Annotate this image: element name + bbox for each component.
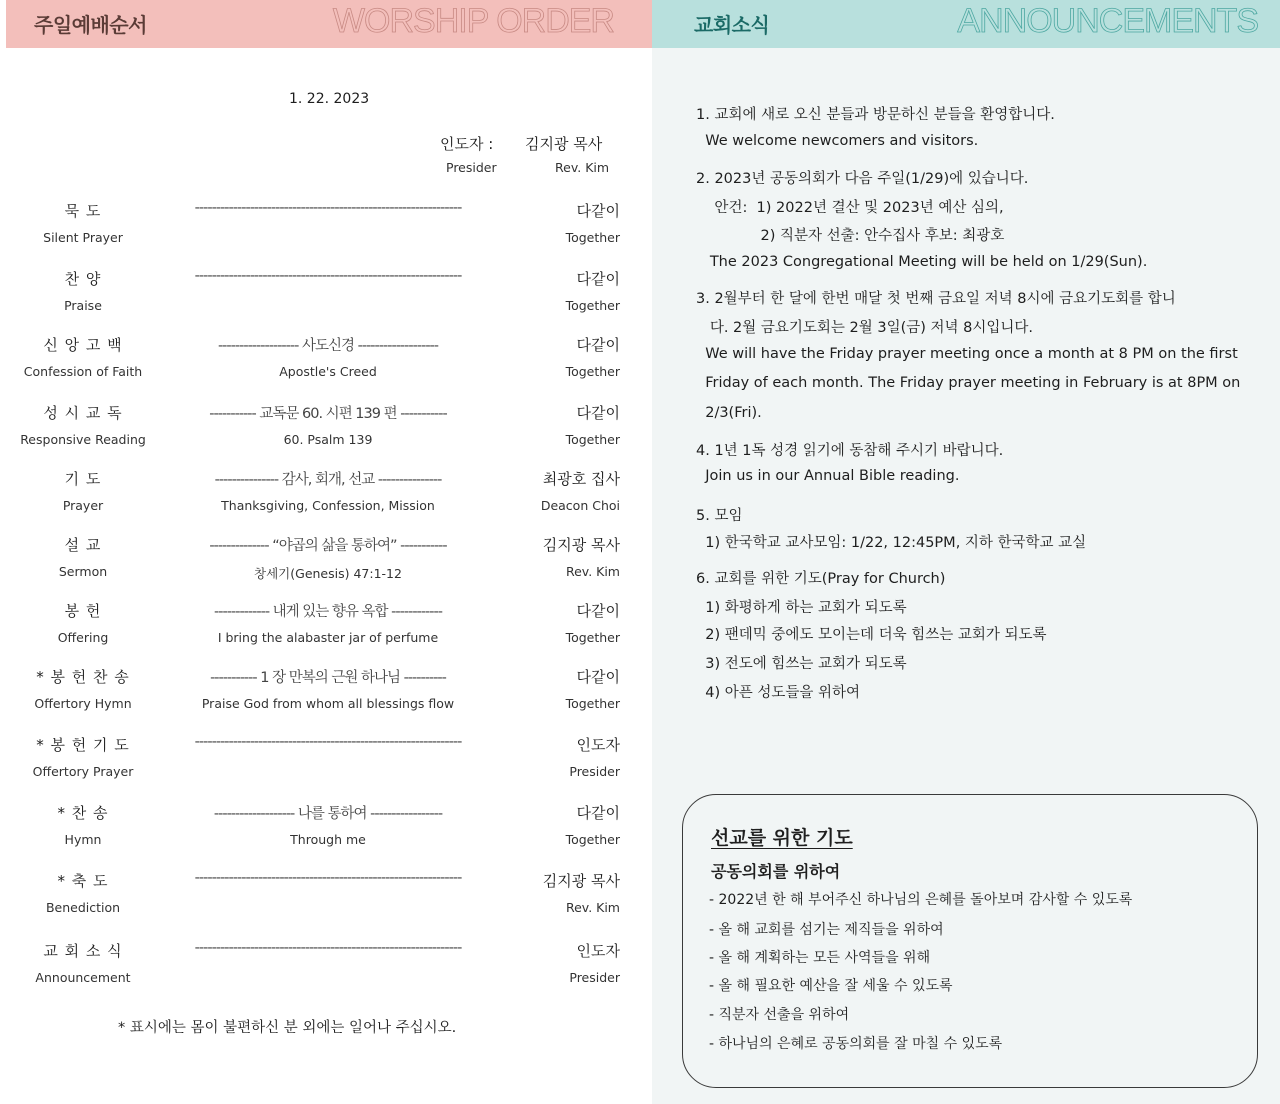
order-item-en: Offertory Prayer (32, 764, 134, 779)
order-item-leader-en: Together (565, 432, 620, 447)
order-item-leader-en: Together (565, 230, 620, 245)
order-item-content (160, 600, 496, 645)
order-item-label (20, 268, 146, 313)
mission-prayer-title: 선교를 위한 기도 (711, 827, 853, 849)
order-item-leader-ko: 인도자 (576, 942, 620, 960)
order-item-content (160, 802, 496, 847)
announcement-line: 3) 전도에 힘쓰는 교회가 되도록 (696, 656, 907, 672)
mission-prayer-subtitle: 공동의회를 위하여 (711, 862, 841, 881)
mission-prayer-item: - 2022년 한 해 부어주신 하나님의 은혜를 돌아보며 감사할 수 있도록 (709, 892, 1133, 908)
order-item-leader-en: Rev. Kim (565, 564, 620, 579)
announcement-line: Join us in our Annual Bible reading. (696, 468, 960, 484)
order-item-en: Sermon (58, 564, 108, 579)
service-date: 1. 22. 2023 (289, 91, 370, 107)
worship-order-header (6, 0, 652, 48)
order-item-ko: 교 회 소 식 (43, 942, 123, 960)
order-item-content-ko: --------------------------------------------------------------- (194, 200, 462, 216)
order-item-content (160, 734, 496, 759)
order-item-leader (510, 200, 620, 245)
announcements-page (652, 0, 1280, 1104)
order-item-ko: 신 앙 고 백 (43, 336, 123, 354)
order-item-content-en: Through me (290, 832, 366, 847)
order-item-content-en: 창세기(Genesis) 47:1-12 (254, 566, 402, 581)
order-item-leader-ko: 김지광 목사 (542, 872, 620, 890)
order-item-leader-en: Together (565, 696, 620, 711)
order-item-content (160, 268, 496, 293)
order-item-label (20, 534, 146, 579)
order-item-label (20, 802, 146, 847)
announcement-line: 안건: 1) 2022년 결산 및 2023년 예산 심의, (696, 200, 1004, 216)
announcement-line: 2) 팬데믹 중에도 모이는데 더욱 힘쓰는 교회가 되도록 (696, 627, 1047, 643)
order-item-content-ko: ----------- 교독문 60. 시편 139 편 ----------- (209, 406, 447, 422)
order-item-label (20, 666, 146, 711)
mission-prayer-item: - 직분자 선출을 위하여 (709, 1007, 850, 1023)
order-item-content (160, 870, 496, 895)
order-item-en: Prayer (62, 498, 104, 513)
order-item-leader-en: Together (565, 630, 620, 645)
announcement-line: 2) 직분자 선출: 안수집사 후보: 최광호 (696, 228, 1005, 244)
order-item-leader-ko: 다같이 (576, 202, 620, 220)
order-item-content-en: I bring the alabaster jar of perfume (217, 630, 439, 645)
order-item-en: Hymn (64, 832, 102, 847)
order-item-ko: * 봉 헌 기 도 (36, 736, 130, 754)
order-item-ko: * 축 도 (57, 872, 109, 890)
order-item-content (160, 200, 496, 225)
presider-name-en: Rev. Kim (555, 160, 610, 175)
order-item-leader-ko: 다같이 (576, 404, 620, 422)
presider-name-ko: 김지광 목사 (525, 135, 603, 153)
order-item-content (160, 402, 496, 447)
announcement-line: We welcome newcomers and visitors. (696, 133, 979, 149)
order-item-ko: * 봉 헌 찬 송 (36, 668, 130, 686)
order-item-ko: 성 시 교 독 (43, 404, 123, 422)
order-item-content-ko: --------------------------------------------------------------- (194, 870, 462, 886)
order-item-en: Offering (57, 630, 109, 645)
order-item-content (160, 468, 496, 513)
order-item-content-ko: ------------------- 나를 통하여 ----------------- (213, 806, 443, 822)
announcement-line: 1. 교회에 새로 오신 분들과 방문하신 분들을 환영합니다. (696, 107, 1055, 123)
order-item-label (20, 468, 146, 513)
order-item-label (20, 940, 146, 985)
order-item-content-en: 60. Psalm 139 (283, 432, 373, 447)
order-item-leader-en: Deacon Choi (540, 498, 620, 513)
announcement-line: The 2023 Congregational Meeting will be held on 1/29(Sun). (696, 254, 1148, 270)
order-item-leader-en: Rev. Kim (565, 900, 620, 915)
order-item-content (160, 940, 496, 965)
order-item-leader-ko: 다같이 (576, 804, 620, 822)
mission-prayer-item: - 하나님의 은혜로 공동의회를 잘 마칠 수 있도록 (709, 1036, 1003, 1052)
announcements-title-en: ANNOUNCEMENTS (957, 2, 1258, 40)
order-item-en: Benediction (45, 900, 121, 915)
worship-order-title-ko: 주일예배순서 (34, 13, 147, 37)
order-item-label (20, 734, 146, 779)
presider-label-ko: 인도자 : (440, 135, 494, 153)
order-item-en: Announcement (35, 970, 131, 985)
presider-label-en: Presider (446, 160, 497, 175)
announcement-line: 4) 아픈 성도들을 위하여 (696, 685, 860, 701)
order-item-leader (510, 600, 620, 645)
announcement-line: 다. 2월 금요기도회는 2월 3일(금) 저녁 8시입니다. (696, 320, 1034, 336)
order-item-content (160, 666, 496, 711)
order-item-leader-ko: 다같이 (576, 602, 620, 620)
order-item-leader-en: Together (565, 364, 620, 379)
order-item-leader-en: Together (565, 298, 620, 313)
order-item-leader (510, 870, 620, 915)
order-item-leader-ko: 다같이 (576, 336, 620, 354)
order-item-content-ko: --------------------------------------------------------------- (194, 268, 462, 284)
order-item-label (20, 334, 146, 379)
standing-note: * 표시에는 몸이 불편하신 분 외에는 일어나 주십시오. (118, 1020, 457, 1036)
order-item-leader-en: Together (565, 832, 620, 847)
order-item-content-ko: --------------- 감사, 회개, 선교 --------------- (214, 472, 442, 488)
order-item-label (20, 600, 146, 645)
order-item-leader (510, 802, 620, 847)
announcement-line: 4. 1년 1독 성경 읽기에 동참해 주시기 바랍니다. (696, 443, 1004, 459)
announcement-line: 3. 2월부터 한 달에 한번 매달 첫 번째 금요일 저녁 8시에 금요기도회를 합니 (696, 291, 1176, 307)
order-item-leader (510, 268, 620, 313)
order-item-content (160, 334, 496, 379)
order-item-leader (510, 334, 620, 379)
order-item-leader (510, 940, 620, 985)
order-item-ko: 기 도 (64, 470, 102, 488)
order-item-leader-ko: 다같이 (576, 270, 620, 288)
order-item-leader (510, 468, 620, 513)
announcements-header (652, 0, 1280, 48)
worship-order-title-en: WORSHIP ORDER (332, 2, 614, 40)
order-item-leader (510, 734, 620, 779)
order-item-label (20, 200, 146, 245)
order-item-en: Offertory Hymn (34, 696, 132, 711)
order-item-en: Confession of Faith (23, 364, 143, 379)
order-item-leader-en: Presider (569, 764, 620, 779)
order-item-leader (510, 402, 620, 447)
order-item-ko: 찬 양 (64, 270, 102, 288)
order-item-en: Praise (64, 298, 102, 313)
announcement-line: We will have the Friday prayer meeting once a month at 8 PM on the first (696, 346, 1238, 362)
order-item-leader-en: Presider (569, 970, 620, 985)
order-item-content-ko: ------------- 내게 있는 향유 옥합 ------------ (214, 604, 442, 620)
order-item-ko: * 찬 송 (57, 804, 109, 822)
announcement-line: Friday of each month. The Friday prayer meeting in February is at 8PM on (696, 375, 1241, 391)
announcement-line: 2. 2023년 공동의회가 다음 주일(1/29)에 있습니다. (696, 171, 1029, 187)
order-item-leader (510, 666, 620, 711)
order-item-content-en: Thanksgiving, Confession, Mission (221, 498, 435, 513)
order-item-ko: 봉 헌 (64, 602, 102, 620)
mission-prayer-item: - 올 해 교회를 섬기는 제직들을 위하여 (709, 922, 944, 938)
order-item-content-en: Praise God from whom all blessings flow (201, 696, 455, 711)
order-item-content-ko: --------------------------------------------------------------- (194, 734, 462, 750)
order-item-content-ko: ----------- 1 장 만복의 근원 하나님 ---------- (210, 670, 446, 686)
announcement-line: 2/3(Fri). (696, 405, 762, 421)
order-item-content-ko: -------------- “야곱의 삶을 통하여” ----------- (209, 538, 447, 554)
order-item-content-en: Apostle's Creed (279, 364, 377, 379)
order-item-ko: 묵 도 (64, 202, 102, 220)
mission-prayer-item: - 올 해 필요한 예산을 잘 세울 수 있도록 (709, 978, 953, 994)
order-item-en: Responsive Reading (20, 432, 146, 447)
order-item-leader-ko: 다같이 (576, 668, 620, 686)
announcement-line: 5. 모임 (696, 508, 743, 524)
announcement-line: 6. 교회를 위한 기도(Pray for Church) (696, 571, 946, 587)
order-item-content-ko: --------------------------------------------------------------- (194, 940, 462, 956)
announcement-line: 1) 화평하게 하는 교회가 되도록 (696, 600, 907, 616)
order-item-leader-ko: 김지광 목사 (542, 536, 620, 554)
mission-prayer-box (682, 794, 1258, 1088)
order-item-leader-ko: 인도자 (576, 736, 620, 754)
order-item-en: Silent Prayer (43, 230, 123, 245)
announcement-line: 1) 한국학교 교사모임: 1/22, 12:45PM, 지하 한국학교 교실 (696, 535, 1087, 551)
order-item-leader-ko: 최광호 집사 (542, 470, 620, 488)
order-item-label (20, 402, 146, 447)
announcements-title-ko: 교회소식 (694, 13, 770, 37)
order-item-content-ko: ------------------- 사도신경 ------------------- (217, 338, 439, 354)
order-item-content (160, 534, 496, 582)
order-item-ko: 설 교 (64, 536, 102, 554)
order-item-label (20, 870, 146, 915)
order-item-leader (510, 534, 620, 579)
mission-prayer-item: - 올 해 계획하는 모든 사역들을 위해 (709, 950, 931, 966)
